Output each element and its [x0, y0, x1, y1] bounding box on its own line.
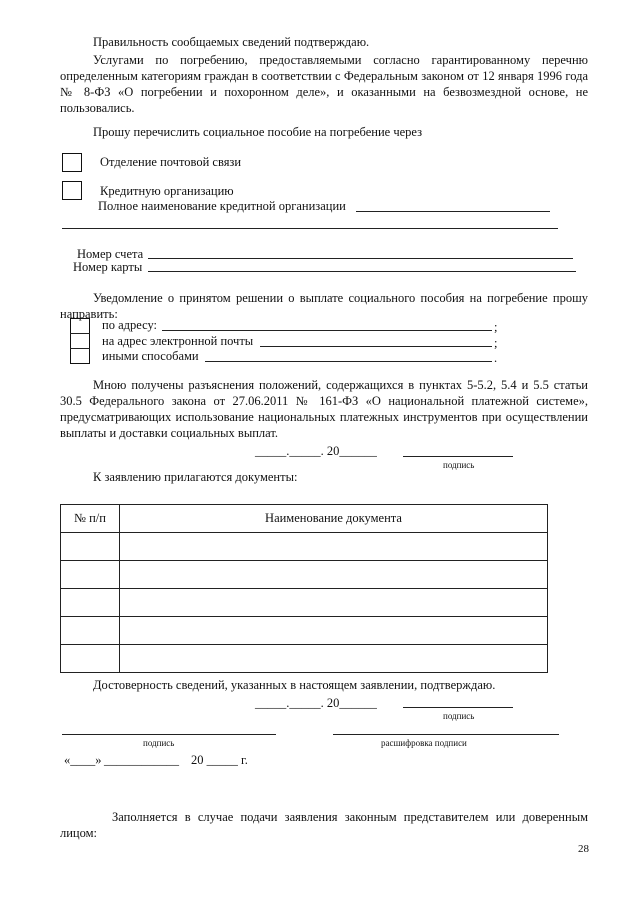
notify-address-end: ;: [494, 320, 498, 334]
signature-decode-caption: расшифровка подписи: [381, 738, 467, 748]
signature-caption-2: подпись: [443, 711, 475, 721]
table-row: [61, 561, 548, 589]
table-header-document-name: Наименование документа: [120, 505, 548, 533]
option-credit-org-label: Кредитную организацию: [100, 184, 234, 198]
table-row: [61, 589, 548, 617]
notify-address-label: по адресу:: [102, 318, 158, 332]
table-row: [61, 617, 548, 645]
credit-org-name-field-continued[interactable]: [62, 228, 558, 229]
table-cell-number[interactable]: [61, 589, 120, 617]
checkbox-notify-address[interactable]: [70, 318, 90, 334]
explanation-paragraph: Мною получены разъяснения положений, содержащихся в пунктах 5-5.2, 5.4 и 5.5 статьи 30.5 Федерального закона от 27.06.2011 № 161-ФЗ «О национальной платежной системе», предусматривающих использование национальных платежных инструментов при осуществлении выплаты и доставки социальных выплат.: [60, 378, 588, 440]
notify-other-field[interactable]: [205, 361, 492, 362]
table-cell-number[interactable]: [61, 645, 120, 673]
representative-paragraph: Заполняется в случае подачи заявления законным представителем или доверенным лицом:: [60, 810, 588, 840]
signature-field-1[interactable]: [403, 456, 513, 457]
table-cell-number[interactable]: [61, 617, 120, 645]
signature-decode-field[interactable]: [333, 734, 559, 735]
date-line-month[interactable]: ____________: [104, 753, 179, 767]
account-number-field[interactable]: [148, 258, 573, 259]
date-line-year[interactable]: 20 _____ г.: [191, 753, 248, 767]
checkbox-notify-email[interactable]: [70, 333, 90, 349]
checkbox-notify-other[interactable]: [70, 348, 90, 364]
option-post-office-label: Отделение почтовой связи: [100, 155, 242, 169]
table-header-number: № п/п: [61, 505, 120, 533]
transfer-request-text: Прошу перечислить социальное пособие на погребение через: [93, 125, 423, 139]
checkbox-credit-org[interactable]: [62, 181, 82, 200]
table-cell-document[interactable]: [120, 561, 548, 589]
attached-docs-label: К заявлению прилагаются документы:: [93, 470, 298, 484]
table-row: [61, 533, 548, 561]
reliability-text: Достоверность сведений, указанных в настоящем заявлении, подтверждаю.: [93, 678, 496, 692]
notify-email-label: на адрес электронной почты: [102, 334, 254, 348]
table-row: [61, 645, 548, 673]
table-cell-document[interactable]: [120, 533, 548, 561]
signature-field-3[interactable]: [62, 734, 276, 735]
documents-table: [60, 504, 548, 673]
signature-field-2[interactable]: [403, 707, 513, 708]
table-cell-number[interactable]: [61, 533, 120, 561]
table-cell-document[interactable]: [120, 589, 548, 617]
checkbox-post-office[interactable]: [62, 153, 82, 172]
date-field-1[interactable]: _____._____. 20______: [255, 444, 377, 458]
notify-address-field[interactable]: [162, 330, 492, 331]
notify-email-field[interactable]: [260, 346, 492, 347]
page-number: 28: [578, 843, 589, 855]
notify-other-end: .: [494, 351, 498, 365]
credit-org-name-label: Полное наименование кредитной организации: [98, 199, 346, 213]
notify-paragraph: Уведомление о принятом решении о выплате социального пособия на погребение прошу направить:: [60, 291, 588, 321]
notify-email-end: ;: [494, 336, 498, 350]
services-paragraph: Услугами по погребению, предоставляемыми согласно гарантированному перечню определенным категориям граждан в соответствии с Федеральным законом от 12 января 1996 года № 8-ФЗ «О погребении и похоронном деле», и оказанными на безвозмездной основе, не пользовались.: [60, 53, 588, 115]
table-cell-document[interactable]: [120, 617, 548, 645]
date-line-day[interactable]: «____»: [64, 753, 102, 767]
notify-other-label: иными способами: [102, 349, 199, 363]
signature-caption-1: подпись: [443, 460, 475, 470]
card-number-field[interactable]: [148, 271, 576, 272]
credit-org-name-field[interactable]: [356, 211, 550, 212]
card-number-label: Номер карты: [73, 260, 143, 274]
signature-caption-3: подпись: [143, 738, 175, 748]
date-field-2[interactable]: _____._____. 20______: [255, 696, 377, 710]
account-number-label: Номер счета: [77, 247, 144, 261]
table-header-row: [61, 505, 548, 533]
table-cell-document[interactable]: [120, 645, 548, 673]
table-cell-number[interactable]: [61, 561, 120, 589]
confirm-text: Правильность сообщаемых сведений подтверждаю.: [93, 35, 370, 49]
